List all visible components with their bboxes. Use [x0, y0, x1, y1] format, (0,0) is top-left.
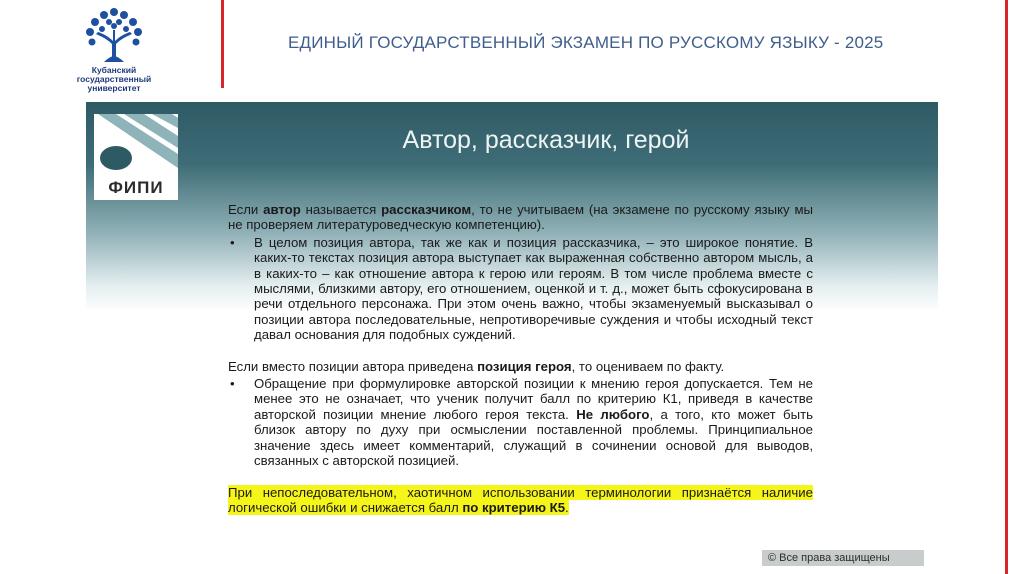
slide-image — [86, 102, 938, 570]
highlighted-text: . — [565, 499, 569, 515]
bold-term-author: автор — [263, 202, 301, 217]
tree-logo-icon — [82, 4, 146, 66]
bullet-marker: • — [230, 234, 235, 250]
text-run: Обращение при формулировке авторской позиции к мнению героя допускается. Тем не менее это не означает, что ученик получит балл по критерию К1, приведя в качестве авторской позиции мнение любого героя текста. — [254, 376, 813, 422]
text-run: называется — [300, 202, 382, 217]
red-divider-left — [221, 0, 224, 88]
university-logo — [66, 4, 162, 96]
slide-content — [228, 202, 813, 515]
text-run: , то не учитываем (на экзамене по русскому языку мы не проверяем литературоведческую компетенцию). — [228, 202, 813, 233]
page-title: ЕДИНЫЙ ГОСУДАРСТВЕННЫЙ ЭКЗАМЕН ПО РУССКОМУ ЯЗЫКУ - 2025 — [288, 33, 884, 52]
bold-term-criterion-k5: по критерию К5 — [462, 499, 566, 515]
text-run: , а того, кто может быть близок автору по духу при осмыслении поставленной проблемы. Принципиальное значение здесь имеет комментарий, служащий в сочинении основой для выводов, связанных с авторской позицией. — [254, 406, 814, 469]
fipi-emblem-icon — [94, 114, 178, 176]
copyright-badge: © Все права защищены — [762, 550, 924, 566]
text-run: Если вместо позиции автора приведена — [228, 358, 478, 374]
bullet-text: В целом позиция автора, так же как и позиция рассказчика, – это широкое понятие. В каких-то текстах позиция автора выступает как выраженная собственно автором мысль, а в каких-то – как отношение автора к герою или героям. В том числе проблема вместе с мыслями, близкими автору, его отношением, оценкой и т. д., может быть сфокусирована в речи отдельного персонажа. При этом очень важно, чтобы экзаменуемый высказывал о позиции автора последовательные, непротиворечивые суждения и чтобы исходный текст давал основания для подобных суждений. — [254, 234, 813, 343]
bullet-text — [254, 376, 813, 468]
bullet-marker: • — [230, 376, 235, 392]
paragraph-terminology-highlight — [228, 485, 813, 516]
bold-term-narrator: рассказчиком — [381, 202, 472, 217]
list-item — [228, 376, 813, 468]
text-run: Если — [228, 202, 264, 217]
slide-title: Автор, рассказчик, герой — [402, 126, 690, 154]
highlighted-text: При непоследовательном, хаотичном использовании терминологии признаётся наличие логической ошибки и снижается балл — [228, 484, 813, 515]
list-item — [228, 235, 813, 343]
bold-term-not-any: Не любого — [576, 406, 650, 422]
fipi-logo-text: ФИПИ — [94, 176, 178, 200]
red-divider-right — [1005, 0, 1008, 574]
text-run: , то оцениваем по факту. — [571, 358, 725, 374]
paragraph-author-narrator — [228, 202, 813, 233]
bold-term-hero-position: позиция героя — [477, 358, 572, 374]
paragraph-hero-position — [228, 359, 813, 374]
university-name: Кубанский государственный университет — [76, 65, 152, 93]
